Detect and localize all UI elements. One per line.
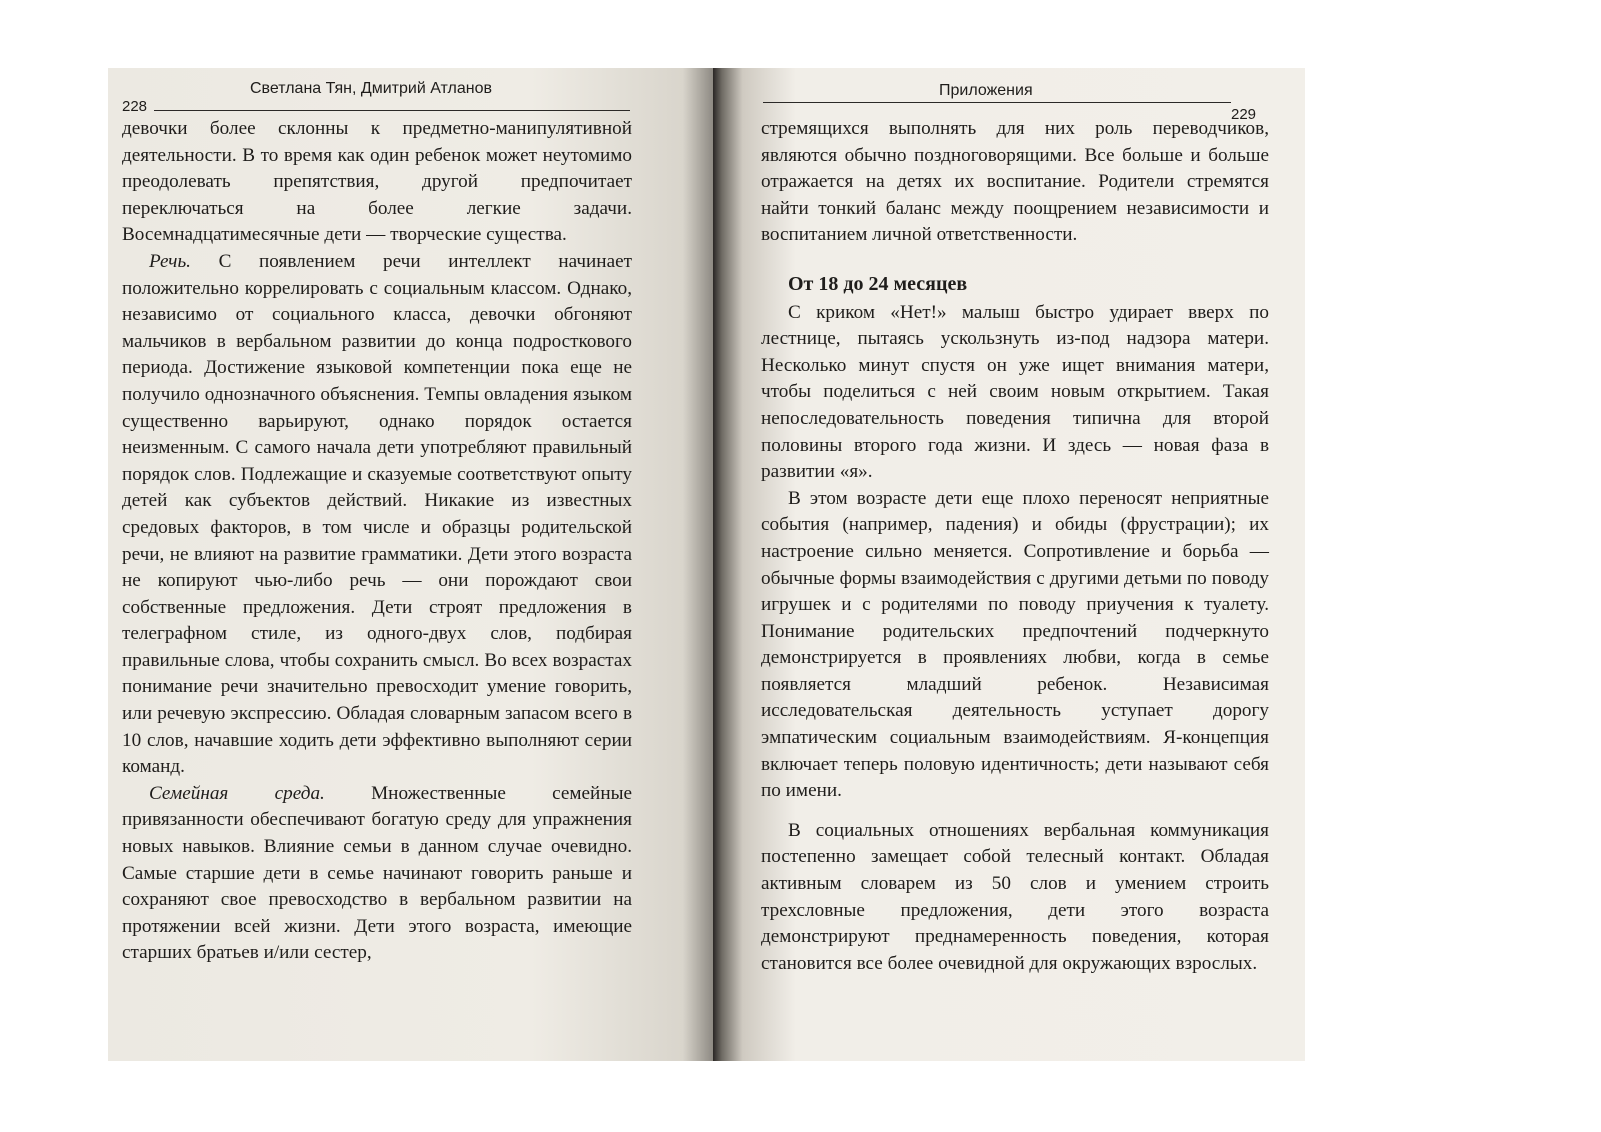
page-number: 229: [1231, 106, 1257, 123]
paragraph-2: В этом возрасте дети еще плохо переносят неприятные события (например, падения) и обиды (фрустрации); их настроение сильно меняется. Сопротивление и борьба — обычные формы взаимодействия с другими детьми по поводу игрушек и с родителями по поводу приучения к туалету. Понимание родительских предпочтений подчеркнуто демонстрируется в проявлениях любви, когда в семье появляется младший ребенок. Независимая исследовательская деятельность уступает дорогу эмпатическим социальным взаимодействиям. Я-концепция включает теперь половую идентичность; дети называют себя по имени.: [761, 487, 1269, 802]
continued-paragraph: стремящихся выполнять для них роль переводчиков, являются обычно поздноговорящими. Все больше и больше отражается на детях их воспитание. Родители стремятся найти тонкий баланс между поощрением независимости и воспитанием личной ответственности.: [761, 118, 1269, 246]
speech-paragraph: [122, 249, 632, 781]
speech-paragraph-text: С появлением речи интеллект начинает положительно коррелировать с социальным классом. Однако, независимо от социального класса, девочки обгоняют мальчиков в вербальном развитии до конца подросткового периода. Достижение языковой компетенции пока еще не получило однозначного объяснения. Темпы овладения языком существенно варьируют, однако порядок остается неизменным. С самого начала дети употребляют правильный порядок слов. Подлежащие и сказуемые соответствуют опыту детей как субъектов действий. Никакие из известных средовых факторов, в том числе и образцы родительской речи, не влияют на развитие грамматики. Дети этого возраста не копируют чью-либо речь — они порождают свои собственные предложения. Дети строят предложения в телеграфном стиле, из одного-двух слов, подбирая правильные слова, чтобы сохранить смысл. Во всех возрастах понимание речи значительно превосходит умение говорить, или речевую экспрессию. Обладая словарным запасом всего в 10 слов, начавшие ходить дети эффективно выполняют серии команд.: [122, 250, 632, 778]
family-paragraph: [122, 781, 632, 967]
book-spread-scan: [108, 68, 1305, 1061]
continued-paragraph: девочки более склонны к предметно-манипулятивной деятельности. В то время как один ребенок может неутомимо преодолевать препятствия, другой предпочитает переключаться на более легкие задачи. Восемнадцатимесячные дети — творческие существа.: [122, 118, 632, 246]
paragraph-3: В социальных отношениях вербальная коммуникация постепенно замещает собой телесный контакт. Обладая активным словарем из 50 слов и умением строить трехсловные предложения, дети этого возраста демонстрируют преднамеренность поведения, которая становится все более очевидной для окружающих взрослых.: [761, 819, 1269, 974]
running-head-section: Приложения: [939, 82, 1033, 99]
right-page: [713, 68, 1305, 1061]
running-head-authors: Светлана Тян, Дмитрий Атланов: [250, 80, 492, 97]
left-page-body: [122, 116, 632, 967]
left-page: [108, 68, 713, 1061]
header-rule: [154, 110, 630, 111]
page-number: 228: [122, 98, 148, 115]
section-heading: От 18 до 24 месяцев: [788, 272, 968, 295]
family-paragraph-text: Множественные семейные привязанности обеспечивают богатую среду для упражнения новых навыков. Влияние семьи в данном случае очевидно. Самые старшие дети в семье начинают говорить раньше и сохраняют свое превосходство в вербальном развитии на протяжении всей жизни. Дети этого возраста, имеющие старших братьев и/или сестер,: [122, 782, 632, 964]
paragraph-1: С криком «Нет!» малыш быстро удирает вверх по лестнице, пытаясь ускользнуть из-под надзора матери. Несколько минут спустя он уже ищет внимания матери, чтобы поделиться с ней своим новым открытием. Такая непоследовательность поведения типична для второй половины второго года жизни. И здесь — новая фаза в развитии «я».: [761, 301, 1269, 483]
right-page-body: [761, 116, 1269, 977]
header-rule: [763, 102, 1231, 103]
speech-run-in-term: Речь.: [149, 250, 191, 272]
family-run-in-term: Семейная среда.: [149, 782, 325, 804]
